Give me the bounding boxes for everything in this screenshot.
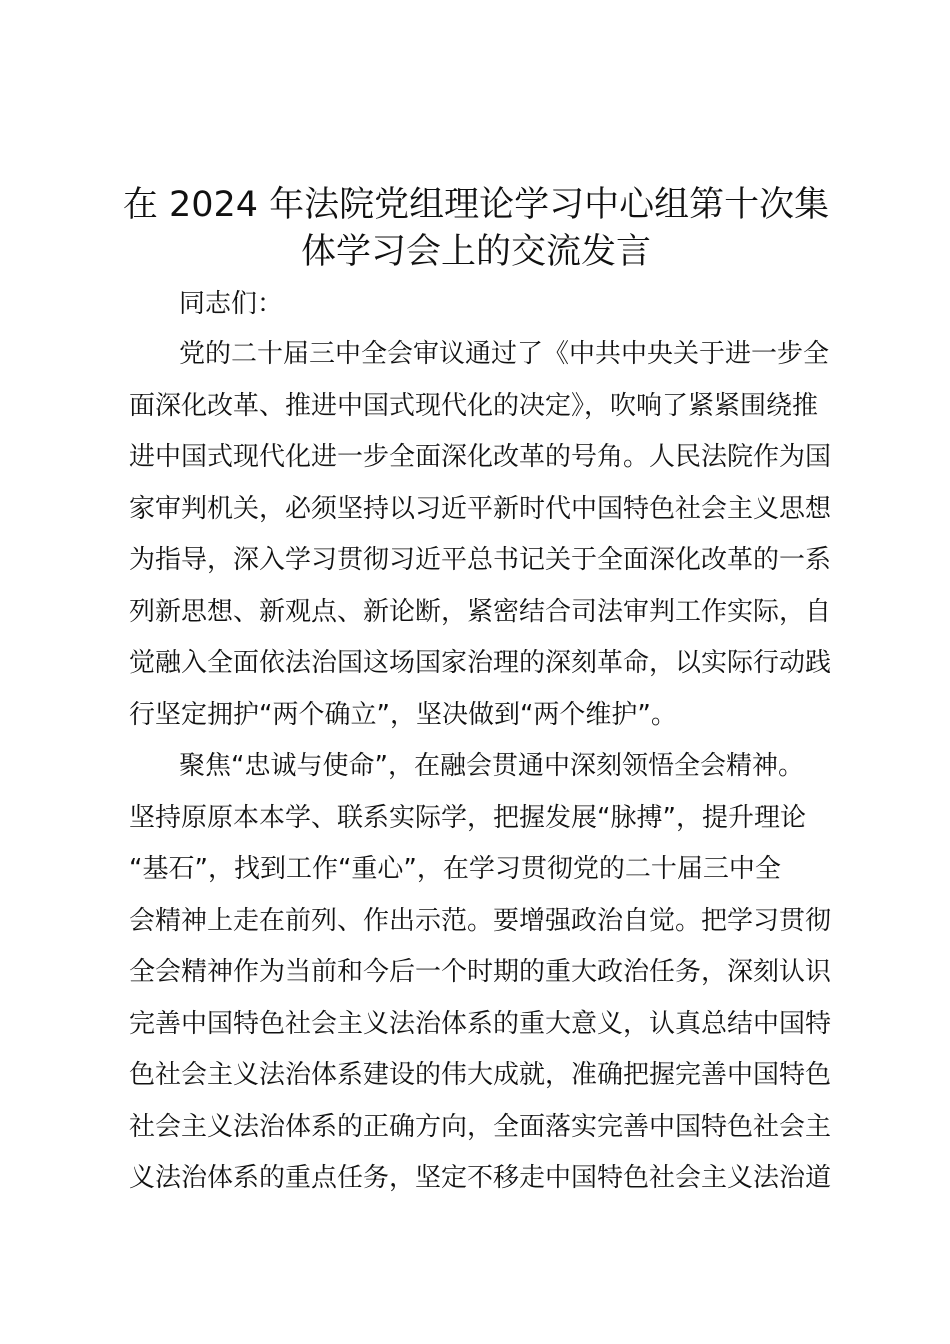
title-line-1: 在 2024 年法院党组理论学习中心组第十次集 [122, 185, 830, 225]
paragraph-1-line-8: 行坚定拥护“两个确立”，坚决做到“两个维护”。 [129, 699, 677, 730]
paragraph-1-line-6: 列新思想、新观点、新论断，紧密结合司法审判工作实际，自 [129, 596, 832, 627]
paragraph-2-line-9: 义法治体系的重点任务，坚定不移走中国特色社会主义法治道 [129, 1163, 832, 1193]
paragraph-1-line-1: 党的二十届三中全会审议通过了《中共中央关于进一步全 [179, 339, 830, 369]
paragraph-1-line-2: 面深化改革、推进中国式现代化的决定》，吹响了紧紧围绕推 [129, 390, 819, 421]
paragraph-2-line-8: 社会主义法治体系的正确方向，全面落实完善中国特色社会主 [129, 1111, 832, 1142]
document-body [129, 279, 834, 1205]
paragraph-1 [129, 329, 834, 741]
title-line-2: 体学习会上的交流发言 [300, 232, 651, 272]
paragraph-2-line-6: 完善中国特色社会主义法治体系的重大意义，认真总结中国特 [129, 1008, 832, 1039]
paragraph-1-line-3: 进中国式现代化进一步全面深化改革的号角。人民法院作为国 [129, 442, 832, 472]
salutation: 同志们： [179, 289, 284, 319]
paragraph-1-line-7: 觉融入全面依法治国这场国家治理的深刻革命，以实际行动践 [129, 648, 832, 678]
paragraph-2-line-2: 坚持原原本本学、联系实际学，把握发展“脉搏”，提升理论 [129, 802, 806, 833]
paragraph-2-line-4: 会精神上走在前列、作出示范。要增强政治自觉。把学习贯彻 [129, 905, 832, 936]
paragraph-2-line-7: 色社会主义法治体系建设的伟大成就，准确把握完善中国特色 [129, 1060, 832, 1090]
paragraph-1-line-4: 家审判机关，必须坚持以习近平新时代中国特色社会主义思想 [129, 493, 832, 524]
paragraph-2-line-3: “基石”，找到工作“重心”，在学习贯彻党的二十届三中全 [129, 854, 781, 884]
paragraph-1-line-5: 为指导，深入学习贯彻习近平总书记关于全面深化改革的一系 [129, 545, 832, 575]
paragraph-2 [129, 741, 834, 1205]
paragraph-2-line-1: 聚焦“忠诚与使命”，在融会贯通中深刻领悟全会精神。 [179, 751, 804, 781]
paragraph-2-line-5: 全会精神作为当前和今后一个时期的重大政治任务，深刻认识 [129, 957, 832, 987]
document-title [120, 182, 832, 276]
